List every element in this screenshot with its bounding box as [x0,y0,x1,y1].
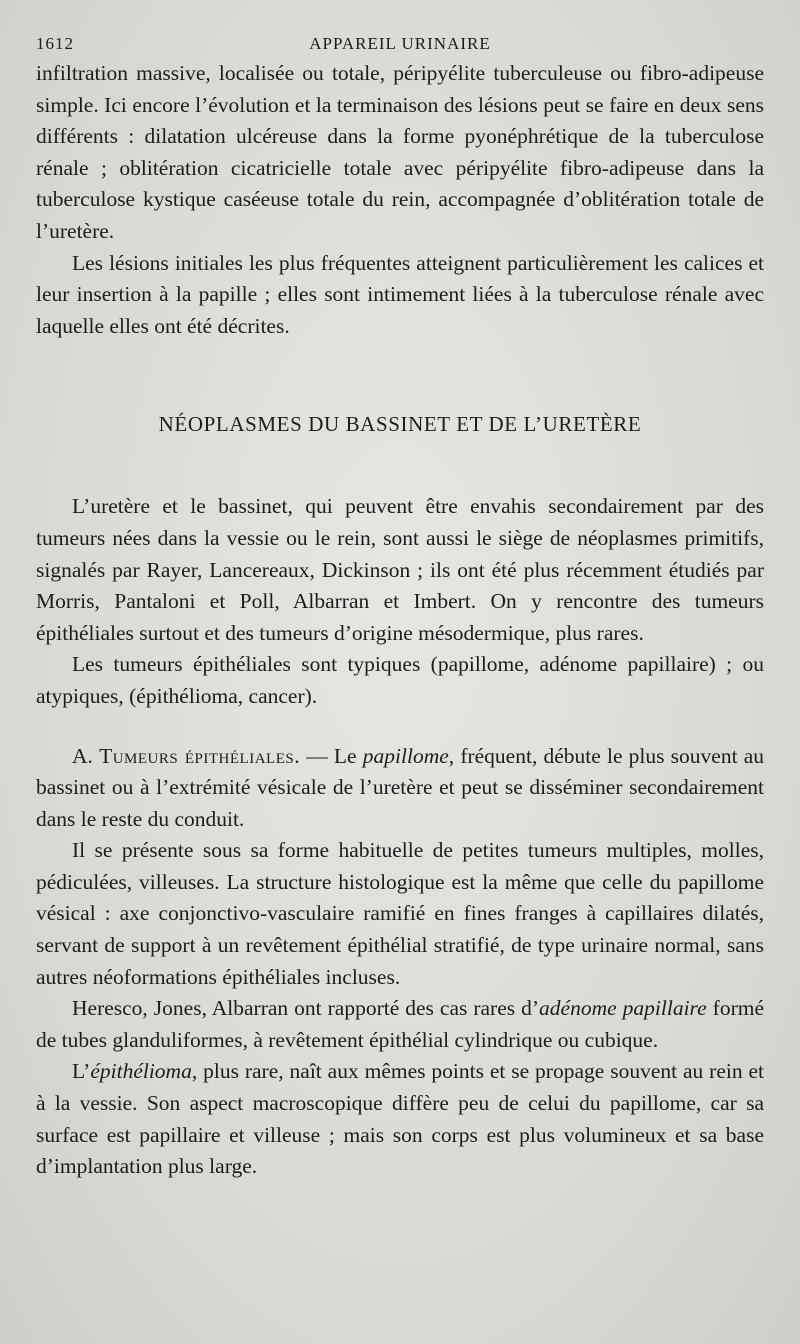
papilloma-text: , fréquent, débute le plus souvent au bassinet ou à l’extrémité vésicale de l’uretère et peut se disséminer secondairement dans le reste du conduit. [36,743,764,831]
page-header [36,28,764,58]
paragraph-epithelioma [36,1056,764,1182]
heading-dash: — Le [300,743,363,768]
epithelioma-text-rest: , plus rare, naît aux mêmes points et se propage souvent au rein et à la vessie. Son aspect macroscopique diffère peu de celui du papillome, car sa surface est papillaire et villeuse ; mais son corps est plus volumineux et sa base d’implantation plus large. [36,1059,764,1179]
paragraph-papilloma [36,741,764,836]
term-papillome: papillome [362,743,449,768]
paragraph-neoplasms-intro: L’uretère et le bassinet, qui peuvent être envahis secondairement par des tumeurs nées dans la vessie ou le rein, sont aussi le siège de néoplasmes primitifs, signalés par Rayer, Lancereaux, Dickinson ; ils ont été plus récemment étudiés par Morris, Pantaloni et Poll, Albarran et Imbert. On y rencontre des tumeurs épithéliales surtout et des tumeurs d’origine mésodermique, plus rares. [36,494,764,645]
paragraph-papilloma-structure: Il se présente sous sa forme habituelle de petites tumeurs multiples, molles, pédiculées, villeuses. La structure histologique est la même que celle du papillome vésical : axe conjonctivo-vasculaire ramifié en fines franges à capillaires dilatés, servant de support à un revêtement épithélial stratifié, de type urinaire normal, sans autres néoformations épithéliales incluses. [36,838,764,989]
paragraph-continuation: infiltration massive, localisée ou totale, péripyélite tuberculeuse ou fibro-adipeuse simple. Ici encore l’évolution et la terminaison des lésions peut se faire en deux sens différents : dilatation ulcéreuse dans la forme pyonéphrétique de la tuberculose rénale ; oblitération cicatricielle totale avec péripyélite fibro-adipeuse dans la tuberculose kystique caséeuse totale du rein, accompagnée d’oblitération totale de l’uretère. [36,61,764,243]
running-title: APPAREIL URINAIRE [309,34,491,53]
adenoma-text-rest: formé de tubes glanduliformes, à revêtement épithélial cylindrique ou cubique. [36,996,765,1052]
adenoma-text-start: Heresco, Jones, Albarran ont rapporté des cas rares d’ [72,996,540,1021]
page-number: 1612 [36,34,74,53]
subsection-heading: Tumeurs épithéliales. [99,743,301,768]
section-title: NÉOPLASMES DU BASSINET ET DE L’URETÈRE [158,412,642,437]
term-adenome-papillaire: adénome papillaire [539,996,707,1021]
term-epithelioma: épithélioma [90,1059,192,1084]
paragraph-initial-lesions: Les lésions initiales les plus fréquentes atteignent particulièrement les calices et leur insertion à la papille ; elles sont intimement liées à la tuberculose rénale avec laquelle elles ont été décrites. [36,250,764,338]
paragraph-epithelial-types: Les tumeurs épithéliales sont typiques (papillome, adénome papillaire) ; ou atypiques, (épithélioma, cancer). [36,652,764,708]
epithelioma-text-start: L’ [72,1059,91,1084]
subsection-label: A. [72,743,93,768]
paragraph-adenoma [36,993,764,1056]
